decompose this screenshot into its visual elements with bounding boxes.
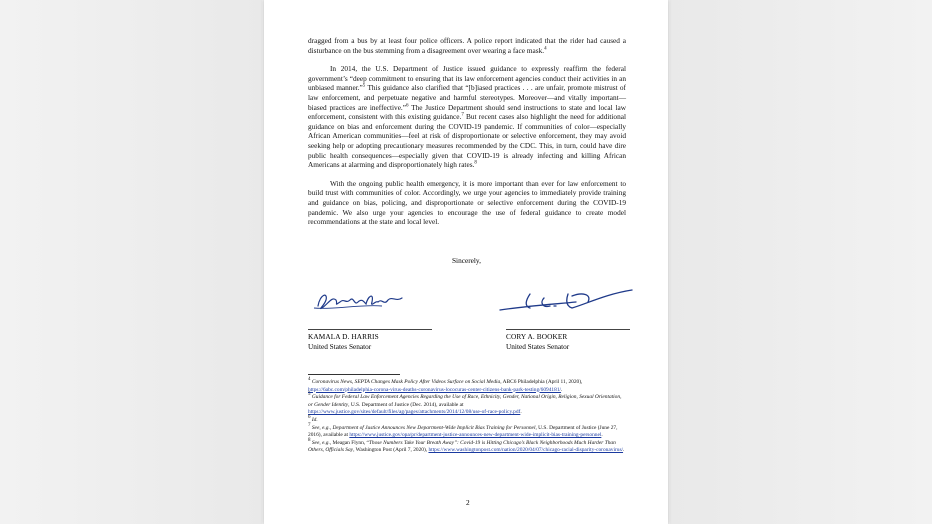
footnote-7-link[interactable]: https://www.justice.gov/opa/pr/department-justice-announces-new-department-wide-implicit-bias-training-personnel [349,432,602,439]
footnote-8: $^8$ See, e.g., Meagan Flynn, “Those Numbers Take Your Breath Away”: Covid-19 is Hitting Chicago’s Black Neighborhoods Much Harder Than Others, Officials Say, Washington Post (April 7, 2020), https://www.washingtonpost.com/nation/2020/04/07/chicago-racial-disparity-coronavirus/. [308,437,625,454]
footnote-5: $^5$ Guidance for Federal Law Enforcement Agencies Regarding the Use of Race, Ethnicity, Gender, National Origin, Religion, Sexual Orientation, or Gender Identity, U.S. Department of Justice (Dec. 2014), available at https://www.justice.gov/sites/default/files/ag/pages/attachments/2014/12/08/use-of-race-policy.pdf. [308,392,622,416]
footnotes [308,379,626,455]
letter-body [308,36,626,236]
closing: Sincerely, [452,256,481,265]
booker-name: CORY A. BOOKER [506,332,568,341]
footnote-separator [308,374,400,375]
booker-signature-line [506,329,630,330]
footnote-4: $^4$ Coronavirus News, SEPTA Changes Mask Policy After Videos Surface on Social Media, ABC6 Philadelphia (April 11, 2020), https://6abc.com/philadelphia-corona-virus-deaths-coronavirus-lococuras-center-citizens-bank-park-testing/6094181/. [308,377,583,393]
footnote-ref-8: 8 [474,160,477,166]
footnote-ref-4: 4 [544,46,547,52]
footnote-6: $^6$ Id. [308,415,318,423]
paragraph-2: In 2014, the U.S. Department of Justice issued guidance to expressly reaffirm the federal government’s “deep commitment to ensuring that its law enforcement agencies conduct their activities in an unbiased manner.”$^5$ This guidance also clarified that “[b]iased practices . . . are unfair, promote mistrust of law enforcement, and perpetuate negative and harmful stereotypes. Moreover—and vitally important—biased practices are ineffective.”$^6$ The Justice Department should send instructions to state and local law enforcement, consistent with this existing guidance.$^7$ But recent cases also highlight the need for additional guidance on bias and enforcement during the COVID-19 pandemic. If communities of color—especially African American communities—feel at risk of disproportionate or selective enforcement, they may avoid seeking help or adopting precautionary measures recommended by the CDC. This, in turn, could have dire public health consequences—especially given that COVID-19 is already infecting and killing African Americans at alarming and disproportionately high rates.$^8$ [308,64,626,170]
background-left [0,0,262,524]
paragraph-3: With the ongoing public health emergency, it is more important than ever for law enforcement to build trust with communities of color. Accordingly, we urge your agencies to immediately provide training and guidance on bias, policing, and disproportionate or selective enforcement during the COVID-19 pandemic. We also urge your agencies to encourage the use of federal guidance to create model recommendations at the state and local level. [308,178,626,227]
paragraph-1: dragged from a bus by at least four police officers. A police report indicated that the rider had caused a disturbance on the bus stemming from a disagreement over wearing a face mask.$^4$ [308,36,626,55]
page-number: 2 [466,498,470,507]
footnote-ref-6: 6 [406,103,409,109]
footnote-4-link[interactable]: https://6abc.com/philadelphia-corona-virus-deaths-coronavirus-lococuras-center-citizens-bank-park-testing/6094181/ [308,386,562,393]
footnote-ref-5: 5 [362,83,366,89]
booker-signature [496,284,636,318]
harris-signature [312,286,412,316]
document-page [264,0,668,524]
footnote-8-link[interactable]: https://www.washingtonpost.com/nation/2020/04/07/chicago-racial-disparity-coronavirus/ [428,447,624,454]
background-right [670,0,932,524]
harris-title: United States Senator [308,342,372,351]
footnote-5-link[interactable]: https://www.justice.gov/sites/default/files/ag/pages/attachments/2014/12/08/use-of-race-policy.pdf [308,409,521,416]
footnote-ref-7: 7 [461,112,464,118]
harris-signature-line [308,329,432,330]
booker-title: United States Senator [506,342,570,351]
harris-name: KAMALA D. HARRIS [308,332,379,341]
footnote-7: $^7$ See, e.g., Department of Justice Announces New Department-Wide Implicit Bias Training for Personnel, U.S. Department of Justice (June 27, 2016), available at https://www.justice.gov/opa/pr/department-justice-announces-new-department-wide-implicit-bias-training-personnel. [308,422,618,439]
